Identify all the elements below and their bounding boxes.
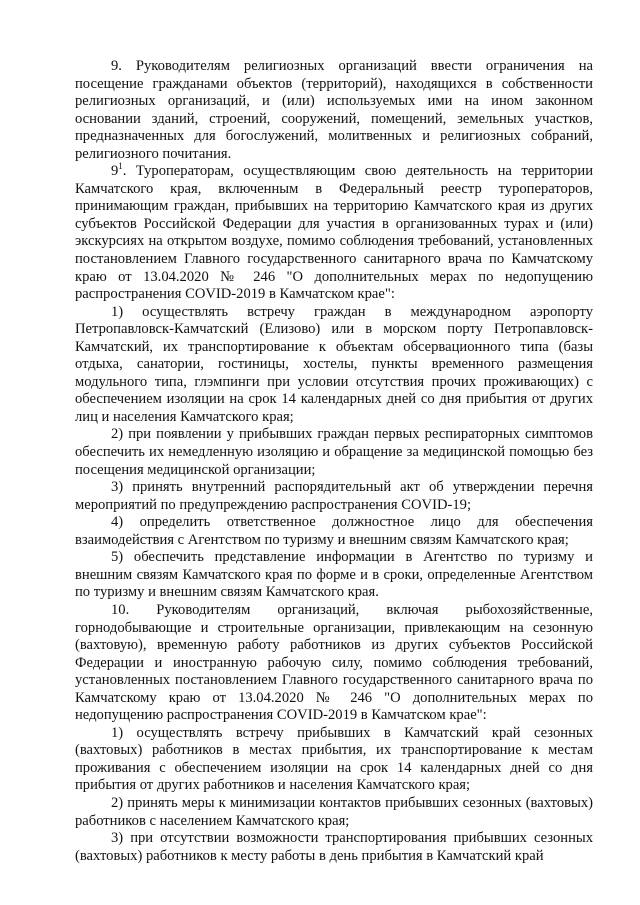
list-item-9-1-4: 4) определить ответственное должностное лицо для обеспечения взаимодействия с Агентством по туризму и внешним связям Камчатского края; [75, 514, 593, 548]
list-item-9-1-2: 2) при появлении у прибывших граждан первых респираторных симптомов обеспечить их немедленную изоляцию и обращение за медицинской помощью без посещения медицинской организации; [75, 426, 593, 478]
paragraph-9: 9. Руководителям религиозных организаций ввести ограничения на посещение гражданами объектов (территорий), находящихся в собственности религиозных организаций, и (или) используемых ими на ином законном основании зданий, строений, сооружений, помещений, земельных участков, предназначенных для богослужений, молитвенных и религиозных собраний, религиозного почитания. [75, 58, 593, 162]
paragraph-10: 10. Руководителям организаций, включая рыбохозяйственные, горнодобывающие и строительные организации, привлекающим на сезонную (вахтовую), временную работу работников из других субъектов Российской Федерации и иностранную рабочую силу, помимо соблюдения требований, установленных постановлением Главного государственного санитарного врача по Камчатскому краю от 13.04.2020 № 246 "О дополнительных мерах по недопущению распространения COVID-2019 в Камчатском крае": [75, 601, 593, 724]
list-item-9-1-3: 3) принять внутренний распорядительный акт об утверждении перечня мероприятий по предупреждению распространения COVID-19; [75, 479, 593, 513]
list-item-9-1-5: 5) обеспечить представление информации в Агентство по туризму и внешним связям Камчатского края по форме и в сроки, определенные Агентством по туризму и внешним связям Камчатского края. [75, 549, 593, 601]
superscript-index: 1 [118, 161, 123, 172]
list-item-9-1-1: 1) осуществлять встречу граждан в международном аэропорту Петропавловск-Камчатский (Елизово) или в морском порту Петропавловск-Камчатский, их транспортирование к объектам обсервационного типа (базы отдыха, санатории, гостиницы, хостелы, пункты временного размещения модульного типа, глэмпинги при условии отсутствия прочих проживающих) с обеспечением изоляции на срок 14 календарных дней со дня прибытия от других лиц и населения Камчатского края; [75, 303, 593, 425]
list-item-10-1: 1) осуществлять встречу прибывших в Камчатский край сезонных (вахтовых) работников в местах прибытия, их транспортирование к местам проживания с обеспечением изоляции на срок 14 календарных дней со дня прибытия от других работников и населения Камчатского края; [75, 724, 593, 794]
list-item-10-2: 2) принять меры к минимизации контактов прибывших сезонных (вахтовых) работников с населением Камчатского края; [75, 794, 593, 829]
list-item-10-3: 3) при отсутствии возможности транспортирования прибывших сезонных (вахтовых) работников к месту работы в день прибытия в Камчатский край [75, 830, 593, 864]
paragraph-body: . Туроператорам, осуществляющим свою деятельность на территории Камчатского края, включенным в Федеральный реестр туроператоров, принимающим граждан, прибывших на территорию Камчатского края из других субъектов Российской Федерации для участия в организованных турах и (или) экскурсиях на открытом воздухе, помимо соблюдения требований, установленных постановлением Главного государственного санитарного врача по Камчатскому краю от 13.04.2020 № 246 "О дополнительных мерах по недопущению распространения COVID-2019 в Камчатском крае": [75, 163, 593, 303]
paragraph-number: 9 [111, 163, 119, 180]
paragraph-9-1 [75, 163, 593, 303]
